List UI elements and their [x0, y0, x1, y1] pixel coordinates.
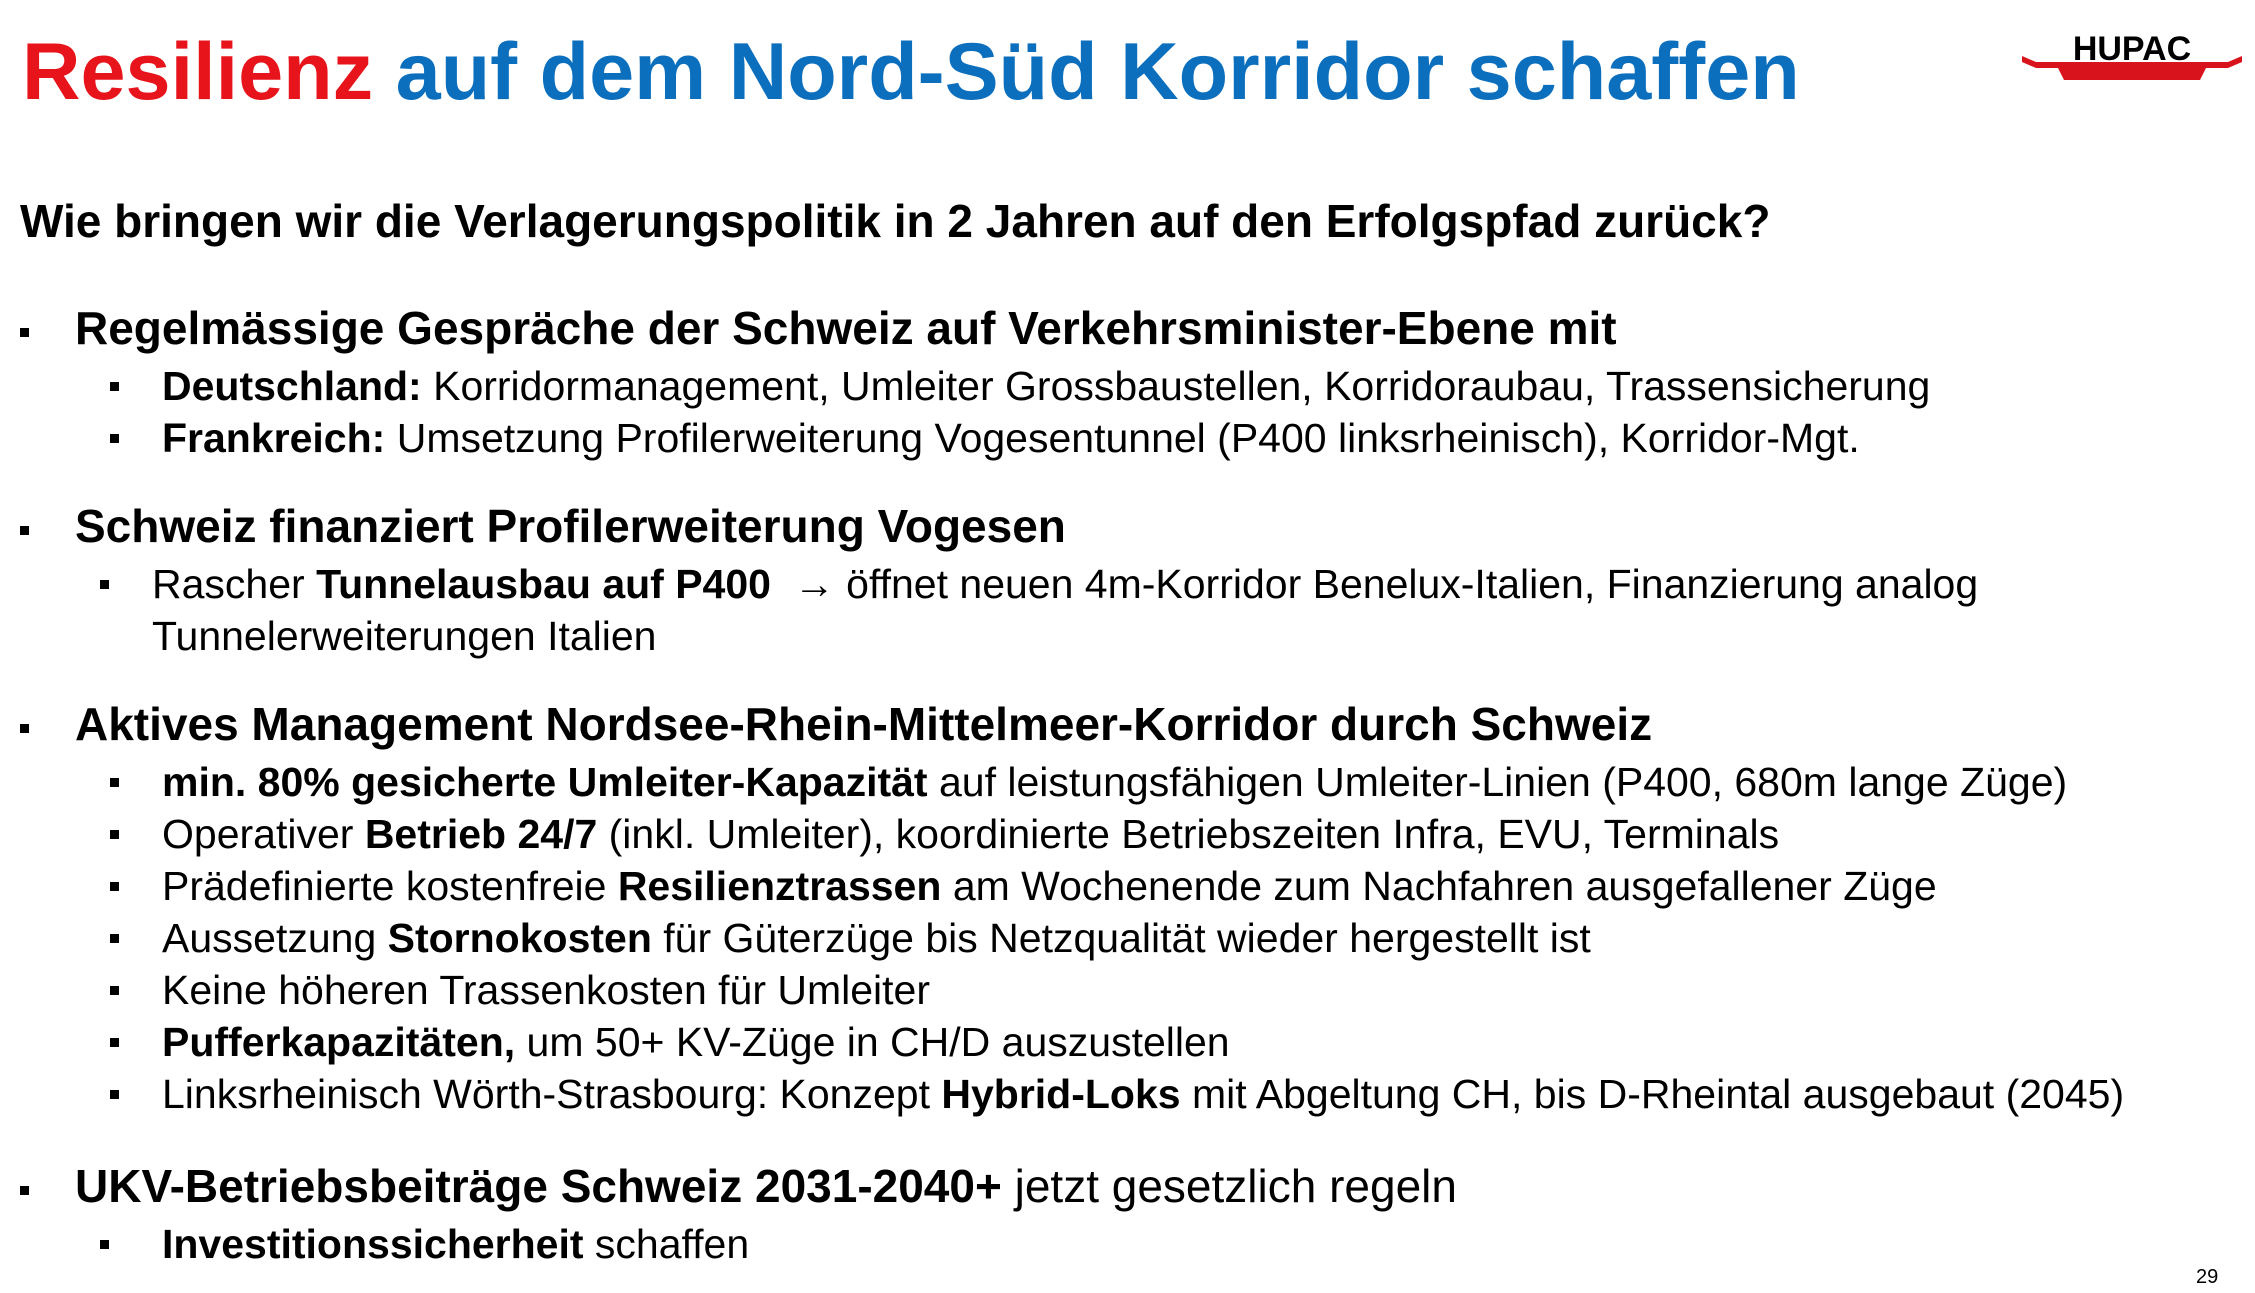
bullet-marker [110, 986, 119, 995]
title-rest: auf dem Nord-Süd Korridor schaffen [395, 27, 1800, 117]
bullet-marker [110, 382, 119, 391]
list-item-continuation: Tunnelerweiterungen Italien [152, 613, 657, 659]
hupac-logo [2022, 36, 2242, 94]
bullet-marker [110, 1090, 119, 1099]
bullet-marker [110, 434, 119, 443]
bullet-marker [20, 526, 29, 535]
bullet-marker [110, 934, 119, 943]
arrow-right-icon: → [793, 561, 835, 607]
slide: Resilienz auf dem Nord-Süd Korridor schaffen HUPAC Wie bringen wir die Verlagerungspolitik in 2 Jahren auf den Erfolgspfad zurück? Regelmässige Gespräche der Schweiz auf Verkehrsminister-Ebene mit Deutschland: Korridormanagement, Umleiter Grossbaustellen, Korridoraubau, Trassensicherung Frankreich: Umsetzung Profilerweiterung Vogesentunnel (P400 linksrheinisch), Korridor-Mgt. Schweiz finanziert Profilerweiterung Vogesen Rascher Tunnelausbau auf P400 → öffnet neuen 4m-Korridor Benelux-Italien, Finanzierung analog Tunnelerweiterungen Italien Aktives Management Nordsee-Rhein-Mittelmeer-Korridor durch Schweiz min. 80% gesicherte Umleiter-Kapazität auf leistungsfähigen Umleiter-Linien (P400, 680m lange Züge) Operativer Betrieb 24/7 (inkl. Umleiter), koordinierte Betriebszeiten Infra, EVU, Terminals Prädefinierte kostenfreie Resilienztrassen am Wochenende zum Nachfahren ausgefallener Züge Aussetzung Stornokosten für Güterzüge bis Netzqualität wieder hergestellt ist Keine höheren Trassenkosten für Umleiter Pufferkapazitäten, um 50+ KV-Züge in CH/D auszustellen Linksrheinisch Wörth-Strasbourg: Konzept Hybrid-Loks mit Abgeltung CH, bis D-Rheintal ausgebaut (2045) UKV-Betriebsbeiträge Schweiz 2031-2040+ jetzt gesetzlich regeln Investitionssicherheit schaffen 29 [0, 0, 2255, 1293]
page-title [22, 26, 1800, 119]
bullet-marker [20, 724, 29, 733]
bullet-marker [20, 1186, 29, 1195]
bullet-marker [110, 778, 119, 787]
bullet-marker [20, 328, 29, 337]
subtitle: Wie bringen wir die Verlagerungspolitik in 2 Jahren auf den Erfolgspfad zurück? [20, 195, 1771, 247]
bullet-marker [110, 1038, 119, 1047]
bullet-marker [100, 580, 109, 589]
title-highlight: Resilienz [22, 27, 374, 117]
bullet-marker [100, 1240, 109, 1249]
bullet-marker [110, 830, 119, 839]
bullet-marker [110, 882, 119, 891]
logo-text: HUPAC [2072, 36, 2192, 68]
page-number: 29 [2196, 1266, 2219, 1288]
